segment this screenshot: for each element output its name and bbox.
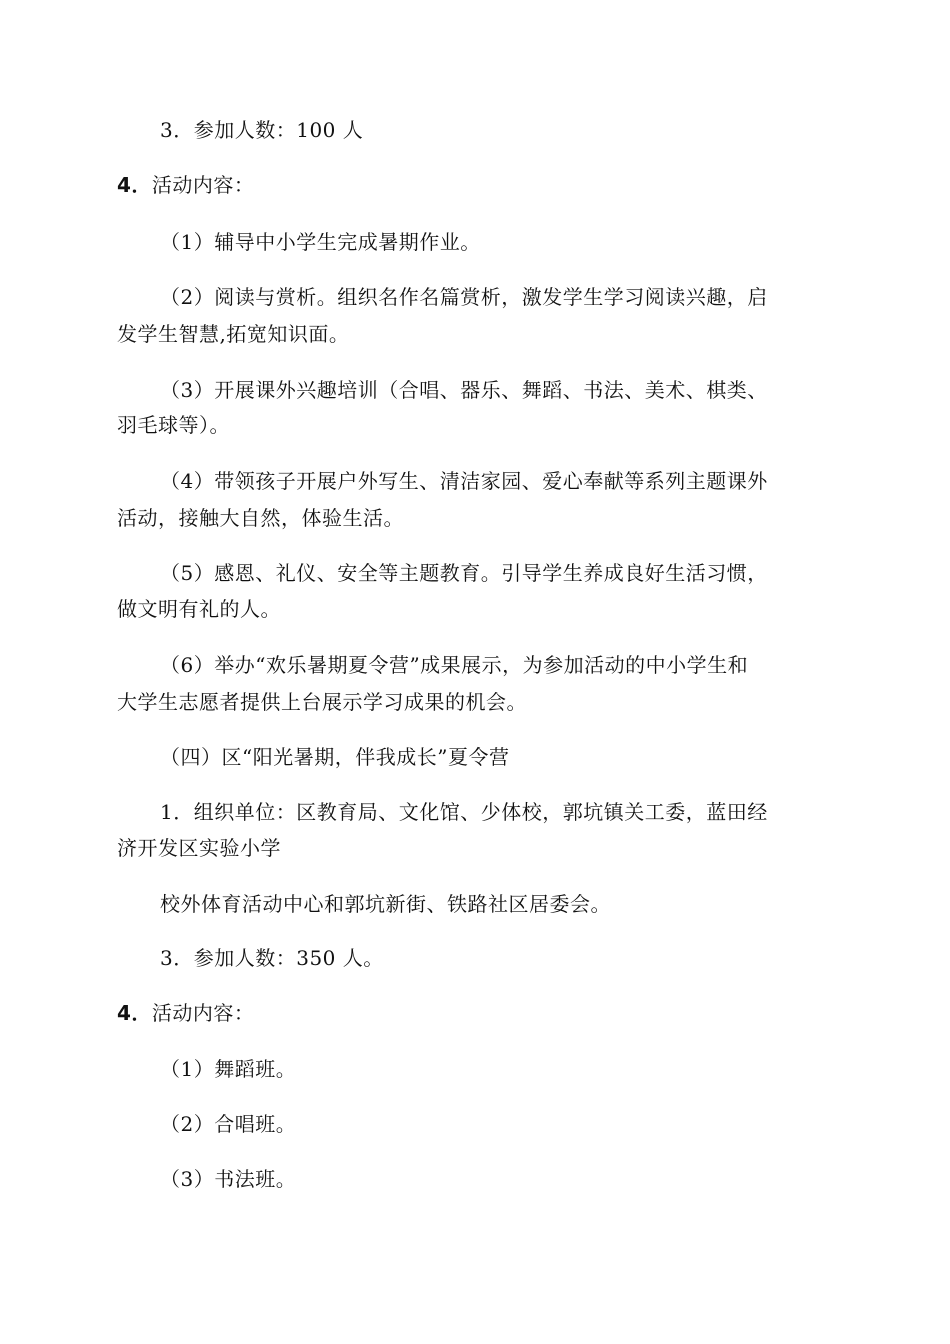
organizer-line2: 济开发区实验小学 [117, 836, 281, 860]
content-item-6-line2: 大学生志愿者提供上台展示学习成果的机会。 [117, 690, 527, 714]
participants-count-1: 3．参加人数：100 人 [160, 118, 364, 142]
content-item-4-line2: 活动，接触大自然，体验生活。 [117, 506, 404, 530]
heading-text: 活动内容： [151, 1001, 255, 1025]
class-item-calligraphy: （3）书法班。 [160, 1167, 297, 1191]
activity-content-heading-1 [117, 172, 254, 198]
content-item-1: （1）辅导中小学生完成暑期作业。 [160, 230, 481, 254]
heading-number: 4． [117, 173, 152, 197]
organizer-line1: 1．组织单位：区教育局、文化馆、少体校，郭坑镇关工委，蓝田经 [160, 800, 768, 824]
content-item-2-line1: （2）阅读与赏析。组织名作名篇赏析，激发学生学习阅读兴趣，启 [160, 285, 768, 309]
participants-count-2: 3．参加人数：350 人。 [160, 946, 384, 970]
content-item-3-line2: 羽毛球等）。 [117, 413, 230, 437]
class-item-dance: （1）舞蹈班。 [160, 1057, 297, 1081]
content-item-6-line1: （6）举办“欢乐暑期夏令营”成果展示，为参加活动的中小学生和 [160, 653, 749, 677]
activity-content-heading-2 [117, 1000, 254, 1026]
heading-number: 4． [117, 1001, 152, 1025]
organizer-continuation: 校外体育活动中心和郭坑新街、铁路社区居委会。 [160, 892, 611, 916]
content-item-5-line2: 做文明有礼的人。 [117, 597, 281, 621]
content-item-5-line1: （5）感恩、礼仪、安全等主题教育。引导学生养成良好生活习惯， [160, 561, 768, 585]
content-item-2-line2: 发学生智慧,拓宽知识面。 [117, 322, 350, 346]
section-heading-4: （四）区“阳光暑期，伴我成长”夏令营 [160, 745, 510, 769]
content-item-3-line1: （3）开展课外兴趣培训（合唱、器乐、舞蹈、书法、美术、棋类、 [160, 378, 768, 402]
content-item-4-line1: （4）带领孩子开展户外写生、清洁家园、爱心奉献等系列主题课外 [160, 469, 768, 493]
heading-text: 活动内容： [151, 173, 255, 197]
class-item-choir: （2）合唱班。 [160, 1112, 297, 1136]
